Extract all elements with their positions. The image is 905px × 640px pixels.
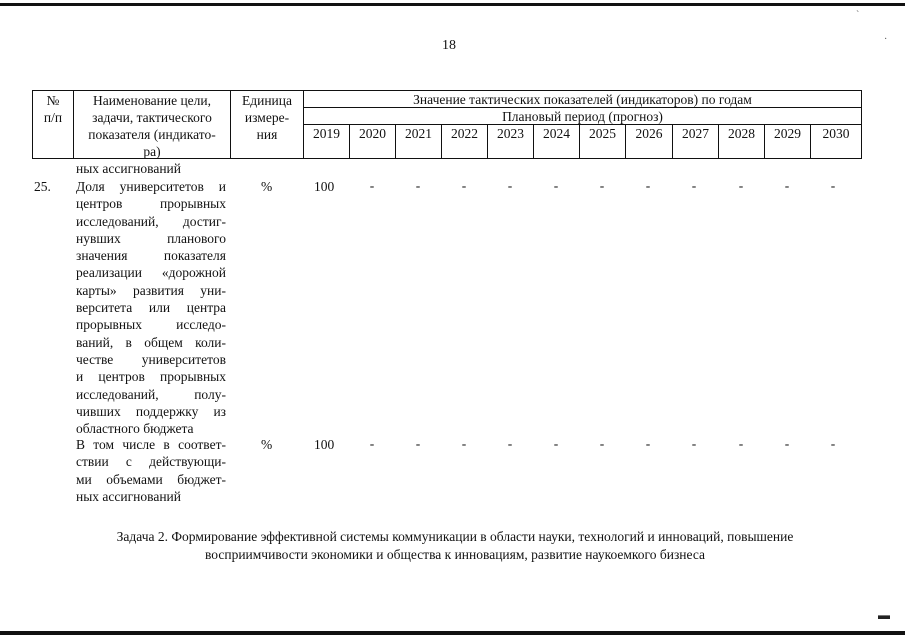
- scan-speck: ·: [884, 34, 888, 45]
- name-line: областного бюджета: [76, 421, 194, 437]
- name-line: исследований, достиг-: [76, 213, 226, 229]
- name-line: В том числе в соответ-: [76, 437, 226, 452]
- header-num-line: №: [46, 93, 60, 108]
- header-num: [33, 92, 73, 126]
- name-line: карты» развития уни-: [76, 282, 226, 298]
- header-name-line: Наименование цели,: [92, 93, 212, 108]
- name-line: ных ассигнований: [76, 488, 181, 504]
- row-indicator-name: [76, 178, 226, 437]
- row-value: -: [645, 178, 651, 193]
- row-value: -: [507, 436, 513, 451]
- name-line: Доля университетов и: [76, 179, 226, 194]
- year-header: 2022: [451, 126, 478, 141]
- name-line: прорывных исследо-: [76, 317, 226, 333]
- year-header: 2028: [728, 126, 755, 141]
- row-unit: %: [261, 437, 273, 452]
- name-line: исследований, полу-: [76, 386, 226, 402]
- row-value: 100: [314, 179, 335, 194]
- year-header: 2029: [774, 126, 801, 141]
- row-value: -: [830, 178, 836, 193]
- page-number: 18: [442, 38, 456, 53]
- row-value: -: [369, 178, 375, 193]
- name-line: ми объемами бюджет-: [76, 471, 226, 487]
- scan-speck: ˋ: [856, 10, 860, 21]
- year-header: 2026: [635, 126, 663, 141]
- year-header: 2030: [822, 126, 850, 141]
- header-name-line: показателя (индикато-: [88, 127, 216, 142]
- name-line: ваний, в общем коли-: [76, 334, 226, 350]
- row-value: 100: [314, 437, 335, 452]
- name-line: чивших поддержку из: [76, 403, 226, 419]
- header-unit-line: Единица: [241, 93, 292, 108]
- year-header: 2020: [359, 126, 386, 141]
- name-line: значения показателя: [76, 248, 226, 264]
- name-line: центров прорывных: [76, 196, 226, 212]
- row-value: -: [507, 178, 513, 193]
- row-value: -: [784, 178, 790, 193]
- year-header: 2024: [543, 126, 570, 141]
- row-value: -: [599, 436, 605, 451]
- header-values-title: Значение тактических показателей (индикаторов) по годам: [413, 92, 752, 107]
- row-value: -: [691, 178, 697, 193]
- header-planned-period: Плановый период (прогноз): [502, 109, 663, 124]
- row-value: -: [738, 178, 744, 193]
- row-value: -: [645, 436, 651, 451]
- header-name-line: ра): [143, 144, 161, 159]
- row-value: -: [738, 436, 744, 451]
- row-value: -: [553, 436, 559, 451]
- scan-speck: ▬: [878, 608, 890, 622]
- year-header: 2027: [682, 126, 709, 141]
- row-value: -: [691, 436, 697, 451]
- header-name-line: задачи, тактического: [92, 110, 212, 125]
- row-value: -: [461, 436, 467, 451]
- year-header: 2021: [405, 126, 432, 141]
- subrow-indicator-name: [76, 436, 226, 505]
- row-value: -: [461, 178, 467, 193]
- row-value: -: [830, 436, 836, 451]
- header-name: [74, 92, 230, 160]
- header-unit: [231, 92, 303, 143]
- header-num-line: п/п: [43, 110, 63, 125]
- row-value: -: [599, 178, 605, 193]
- row-number: 25.: [34, 179, 51, 194]
- row-value: -: [553, 178, 559, 193]
- task-line: восприимчивости экономики и общества к инновациям, развитие наукоемкого бизнеса: [204, 547, 705, 562]
- task-heading: [40, 528, 870, 564]
- row-value: -: [784, 436, 790, 451]
- header-unit-line: измере-: [244, 110, 290, 125]
- row-value: -: [415, 178, 421, 193]
- task-line: Задача 2. Формирование эффективной системы коммуникации в области науки, технологий и инноваций, повышение: [116, 529, 794, 544]
- year-header: 2023: [497, 126, 524, 141]
- name-line: ствии с действующи-: [76, 454, 226, 470]
- name-line: нувших планового: [76, 230, 226, 246]
- name-line: и центров прорывных: [76, 369, 226, 385]
- continuation-text: ных ассигнований: [76, 161, 181, 176]
- year-header: 2025: [589, 126, 616, 141]
- header-unit-line: ния: [256, 127, 278, 142]
- row-value: -: [369, 436, 375, 451]
- name-line: реализации «дорожной: [76, 265, 226, 281]
- row-value: -: [415, 436, 421, 451]
- top-page-rule: [0, 3, 905, 6]
- row-unit: %: [261, 179, 273, 194]
- bottom-page-rule: [0, 631, 905, 635]
- name-line: верситета или центра: [76, 300, 226, 316]
- year-header: 2019: [313, 126, 340, 141]
- name-line: честве университетов: [76, 351, 226, 367]
- table-right-border: [861, 90, 862, 159]
